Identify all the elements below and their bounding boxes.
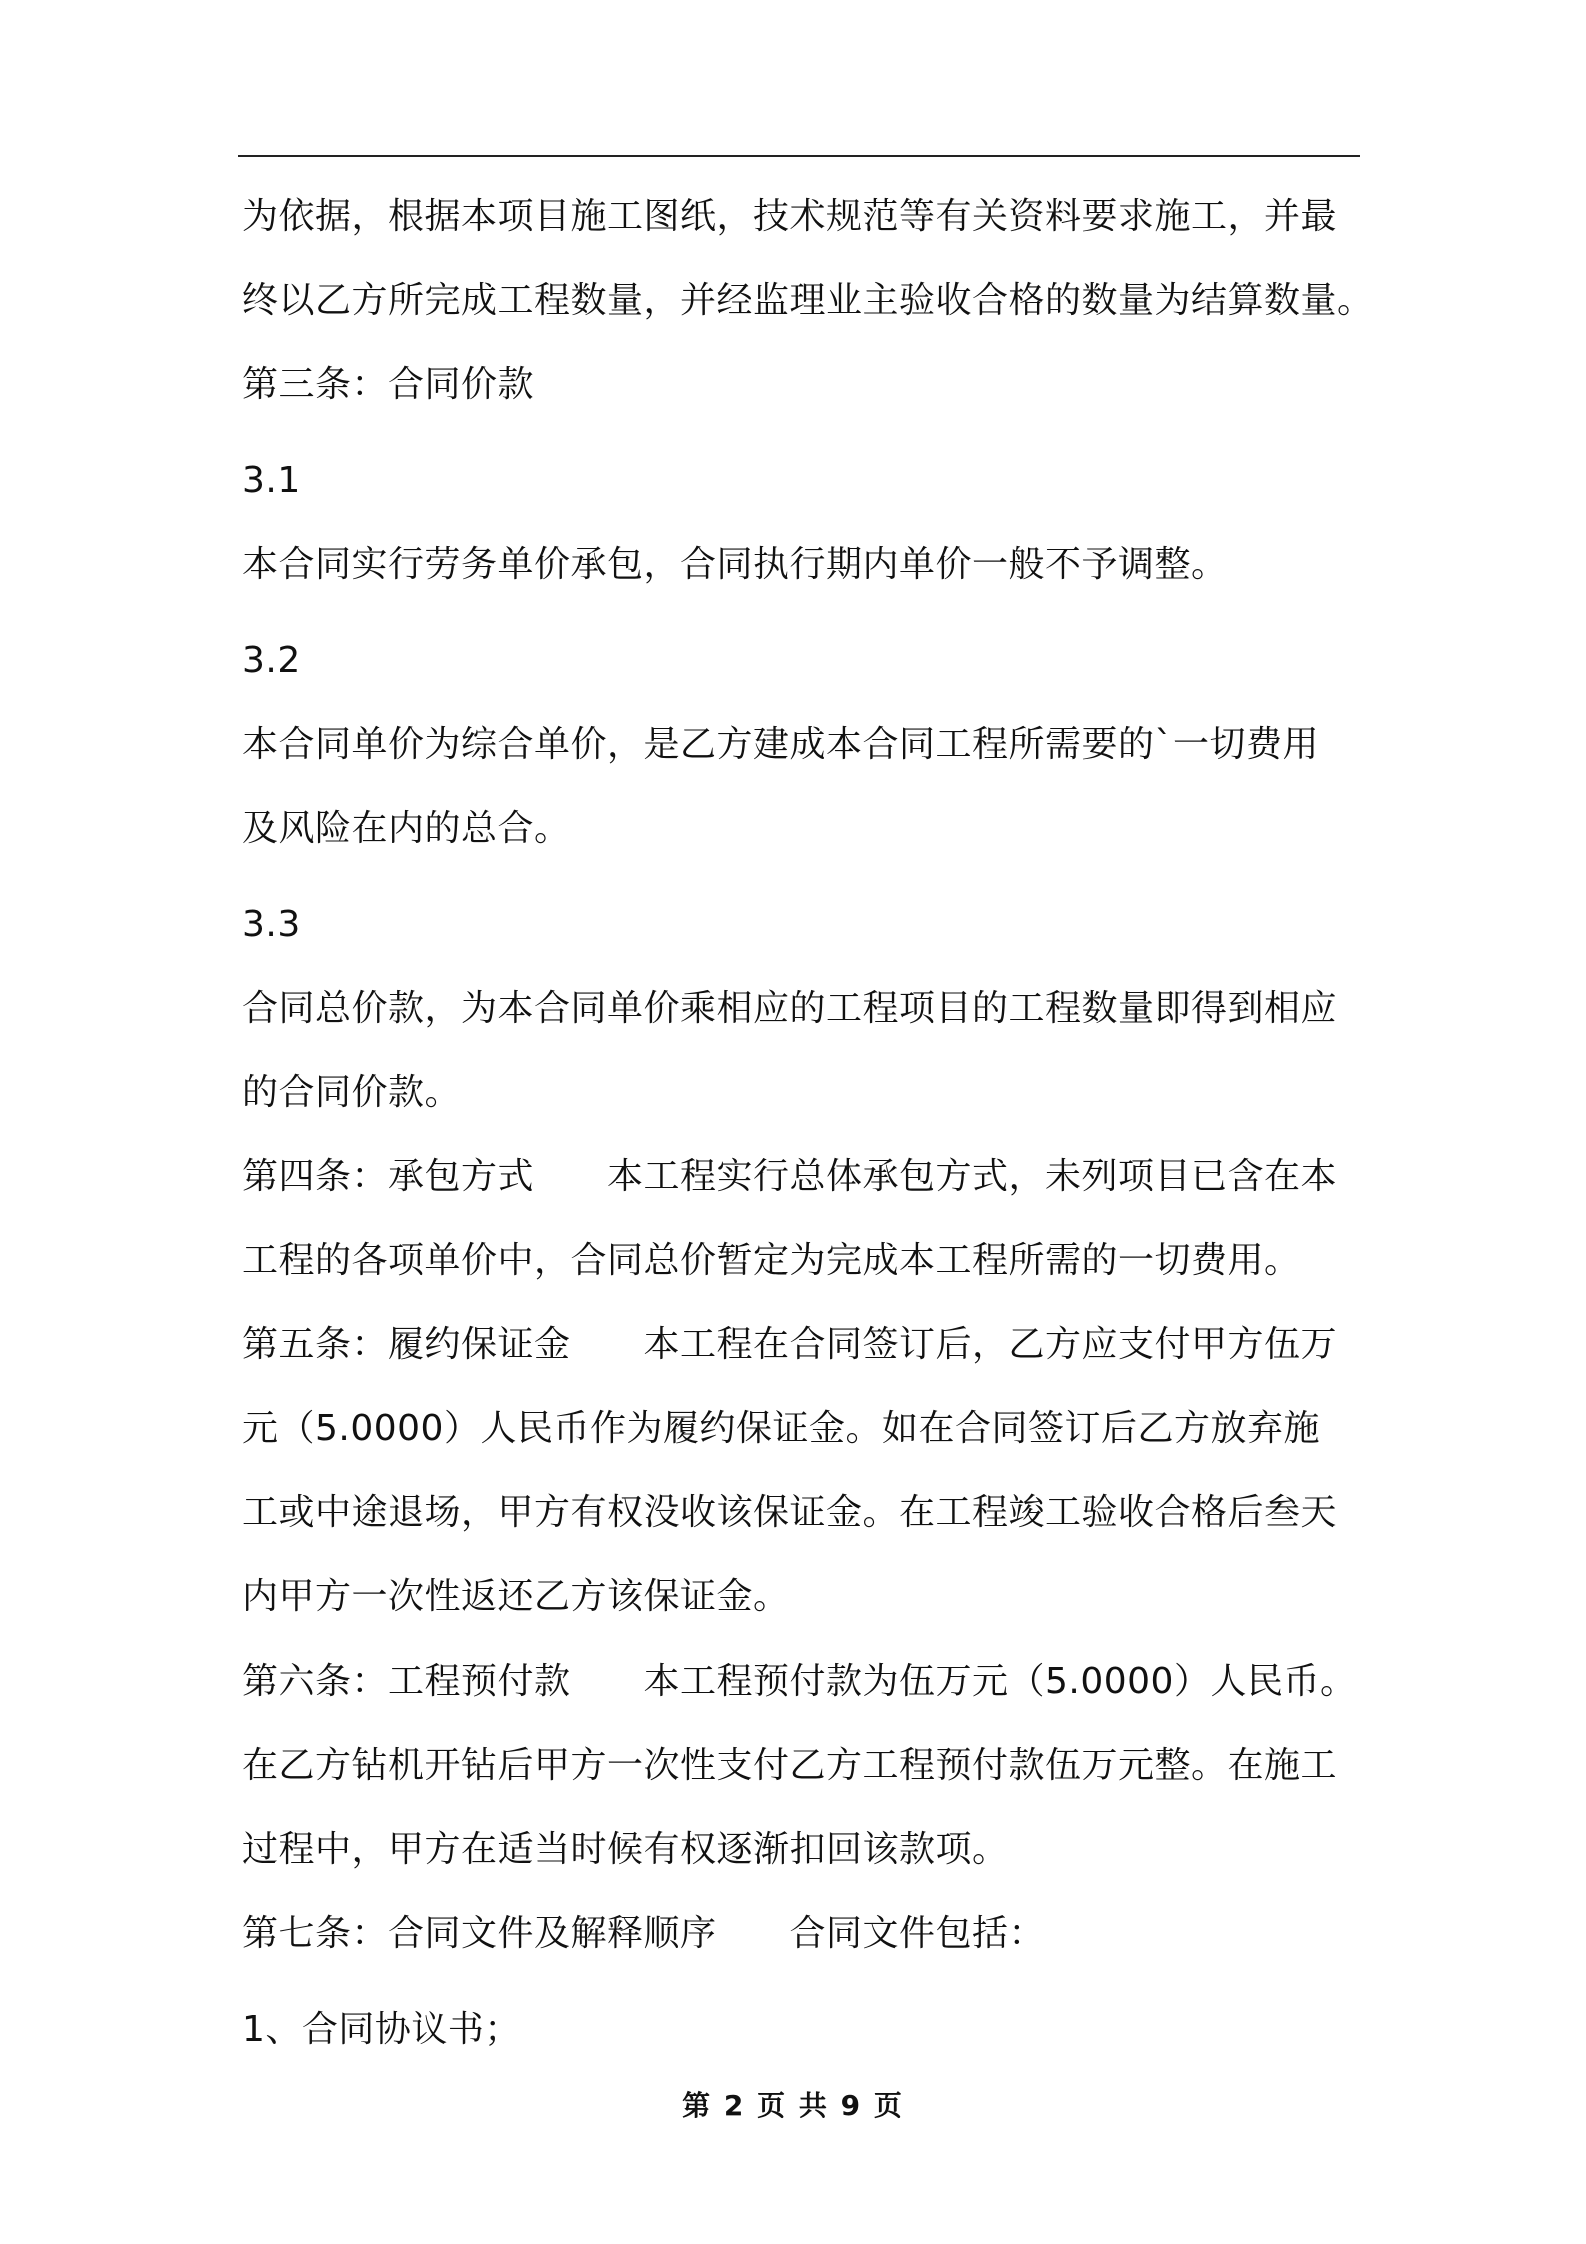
section-heading: 第三条：合同价款 (242, 364, 535, 406)
text-line: 在乙方钻机开钻后甲方一次性支付乙方工程预付款伍万元整。在施工 (242, 1744, 1338, 1786)
section-heading: 第六条：工程预付款 本工程预付款为伍万元（5.0000）人民币。 (242, 1660, 1357, 1702)
text-line: 为依据，根据本项目施工图纸，技术规范等有关资料要求施工，并最 (242, 196, 1338, 237)
text-line: 合同总价款，为本合同单价乘相应的工程项目的工程数量即得到相应 (242, 987, 1338, 1029)
text-line: 及风险在内的总合。 (242, 807, 571, 849)
text-line: 工或中途退场，甲方有权没收该保证金。在工程竣工验收合格后叁天 (242, 1492, 1338, 1534)
text-line: 内甲方一次性返还乙方该保证金。 (242, 1576, 790, 1618)
text-line: 的合同价款。 (242, 1071, 462, 1113)
section-heading: 第四条：承包方式 本工程实行总体承包方式，未列项目已含在本 (242, 1155, 1338, 1197)
header-rule (238, 155, 1360, 157)
text-line: 元（5.0000）人民币作为履约保证金。如在合同签订后乙方放弃施 (242, 1408, 1320, 1450)
section-heading: 第七条：合同文件及解释顺序 合同文件包括： (242, 1912, 1046, 1954)
text-line: 终以乙方所完成工程数量，并经监理业主验收合格的数量为结算数量。 (242, 280, 1374, 322)
clause-number: 3.3 (242, 903, 301, 945)
text-line: 工程的各项单价中，合同总价暂定为完成本工程所需的一切费用。 (242, 1240, 1301, 1281)
clause-number: 3.2 (242, 639, 301, 681)
section-heading: 第五条：履约保证金 本工程在合同签订后，乙方应支付甲方伍万 (242, 1324, 1338, 1366)
list-item: 1、合同协议书； (242, 2008, 521, 2050)
page-number: 第 2 页 共 9 页 (682, 2089, 904, 2122)
text-line: 本合同单价为综合单价，是乙方建成本合同工程所需要的`一切费用 (242, 723, 1320, 765)
clause-number: 3.1 (242, 459, 301, 501)
text-line: 过程中，甲方在适当时候有权逐渐扣回该款项。 (242, 1828, 1009, 1870)
text-line: 本合同实行劳务单价承包，合同执行期内单价一般不予调整。 (242, 544, 1228, 585)
